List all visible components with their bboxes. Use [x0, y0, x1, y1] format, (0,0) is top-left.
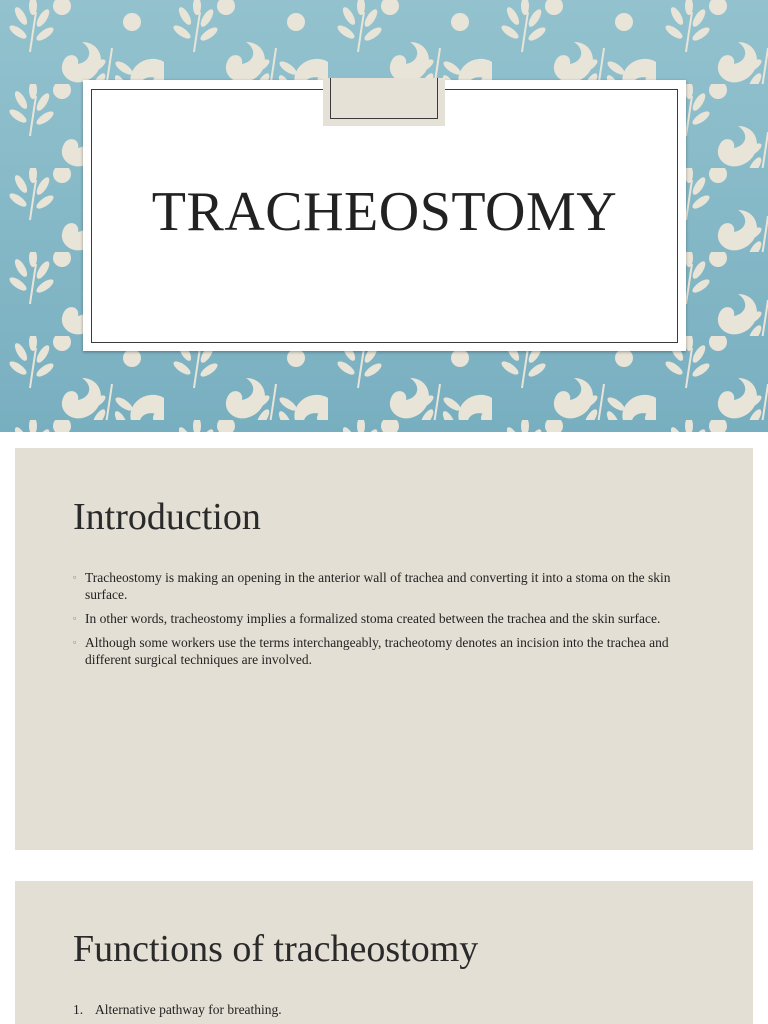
title-card [83, 80, 686, 351]
bullet-text: Tracheostomy is making an opening in the anterior wall of trachea and converting it into a stoma on the skin surface. [85, 570, 671, 602]
title-card-tab [323, 78, 445, 126]
list-number: 1. [73, 1002, 84, 1017]
slide-heading: Introduction [73, 496, 261, 538]
title-card-tab-border [330, 78, 438, 119]
bullet-icon: ▫ [73, 572, 77, 582]
bullet-icon: ▫ [73, 613, 77, 623]
introduction-slide [15, 448, 753, 850]
bullet-text: In other words, tracheostomy implies a formalized stoma created between the trachea and the skin surface. [85, 611, 661, 626]
bullet-item [73, 634, 693, 668]
bullet-item [73, 610, 693, 627]
list-item [73, 1001, 693, 1018]
numbered-list [73, 1001, 693, 1018]
title-slide [0, 0, 768, 432]
list-item-text: Alternative pathway for breathing. [95, 1002, 282, 1017]
bullet-list [73, 569, 693, 675]
functions-slide [15, 881, 753, 1024]
slide-title: TRACHEOSTOMY [151, 181, 618, 243]
bullet-item [73, 569, 693, 603]
bullet-text: Although some workers use the terms interchangeably, tracheotomy denotes an incision into the trachea and different surgical techniques are involved. [85, 635, 669, 667]
bullet-icon: ▫ [73, 637, 77, 647]
slide-heading: Functions of tracheostomy [73, 928, 479, 970]
